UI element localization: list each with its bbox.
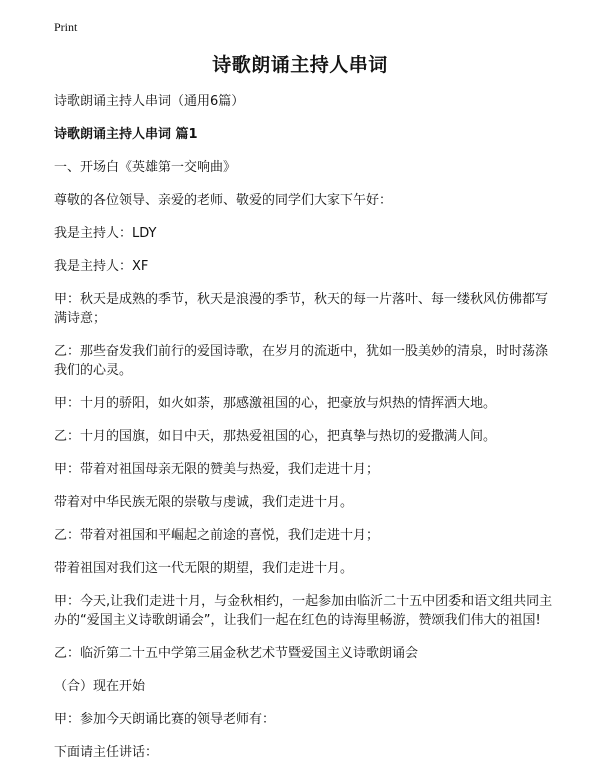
paragraph: 甲：秋天是成熟的季节，秋天是浪漫的季节，秋天的每一片落叶、每一缕秋风仿佛都写满诗意； (54, 292, 549, 326)
print-label[interactable]: Print (54, 20, 78, 34)
paragraph: 一、开场白《英雄第一交响曲》 (54, 160, 237, 175)
paragraph: 尊敬的各位领导、亲爱的老师、敬爱的同学们大家下午好： (54, 193, 393, 208)
paragraph: 甲：今天,让我们走进十月，与金秋相约，一起参加由临沂二十五中团委和语文组共同主办的“爱国主义诗歌朗诵会”，让我们一起在红色的诗海里畅游，赞颂我们伟大的祖国! (54, 594, 553, 628)
paragraph: 甲：十月的骄阳，如火如荼，那感激祖国的心，把豪放与炽热的情挥洒大地。 (54, 396, 497, 411)
paragraph: 我是主持人：LDY (54, 226, 157, 241)
document-title: 诗歌朗诵主持人串词 (212, 54, 388, 76)
paragraph: 乙：那些奋发我们前行的爱国诗歌，在岁月的流逝中，犹如一股美妙的清泉，时时荡涤我们的心灵。 (54, 344, 549, 378)
document-subtitle: 诗歌朗诵主持人串词（通用6篇） (54, 94, 245, 109)
paragraph: 甲：带着对祖国母亲无限的赞美与热爱，我们走进十月； (54, 462, 380, 477)
paragraph: 我是主持人：XF (54, 259, 149, 274)
paragraph: （合）现在开始 (54, 679, 146, 694)
paragraph: 乙：十月的国旗，如日中天，那热爱祖国的心，把真挚与热切的爱撒满人间。 (54, 429, 497, 444)
section-heading: 诗歌朗诵主持人串词 篇1 (54, 127, 198, 142)
document-body (54, 92, 554, 776)
paragraph: 带着对中华民族无限的崇敬与虔诚，我们走进十月。 (54, 495, 354, 510)
paragraph: 下面请主任讲话： (54, 745, 159, 760)
paragraph: 甲：参加今天朗诵比赛的领导老师有： (54, 712, 276, 727)
paragraph: 带着祖国对我们这一代无限的期望，我们走进十月。 (54, 561, 354, 576)
paragraph: 乙：临沂第二十五中学第三届金秋艺术节暨爱国主义诗歌朗诵会 (54, 646, 419, 661)
paragraph: 乙：带着对祖国和平崛起之前途的喜悦，我们走进十月； (54, 528, 380, 543)
